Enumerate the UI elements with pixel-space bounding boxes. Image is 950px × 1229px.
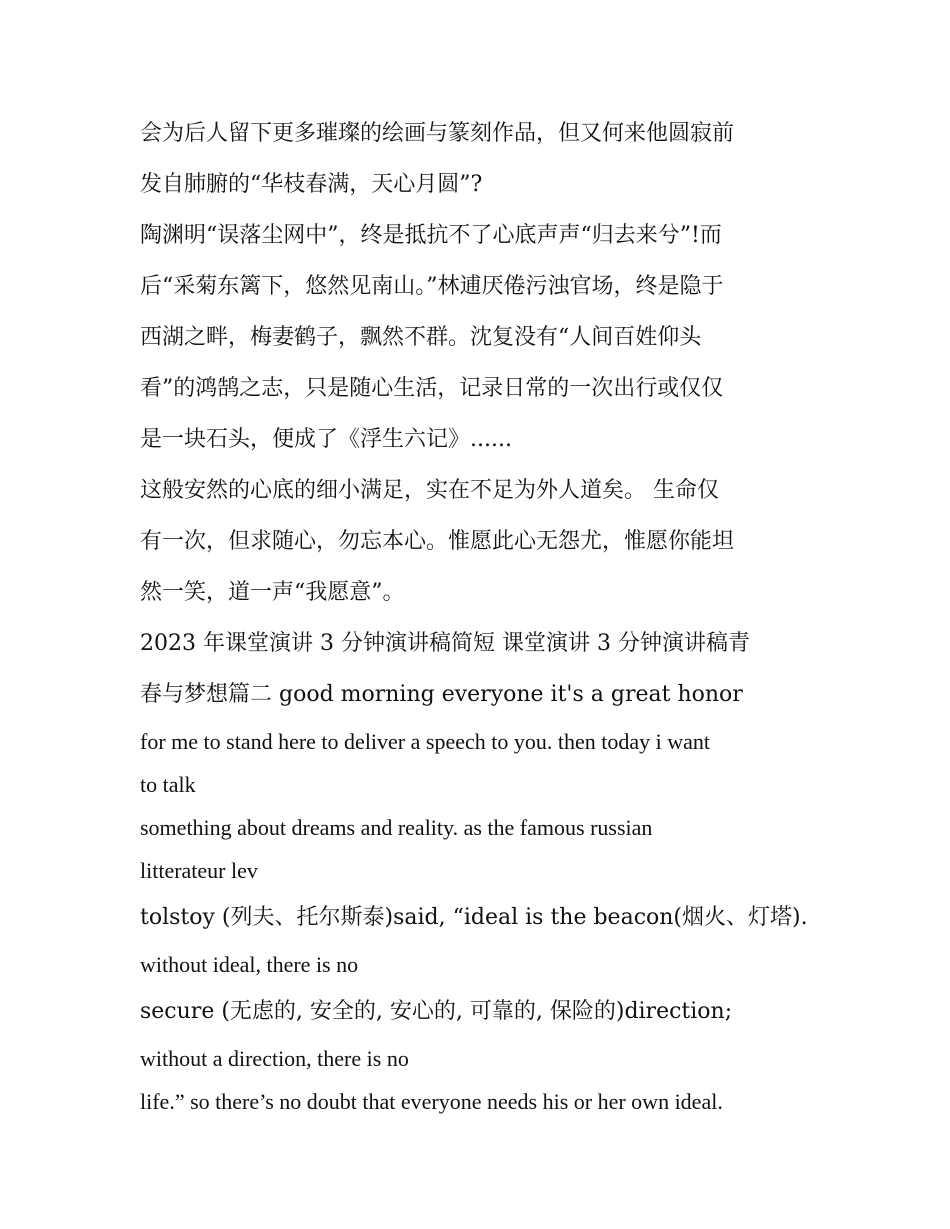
text-line: without ideal, there is no: [140, 952, 359, 977]
text-line: life.” so there’s no doubt that everyone needs his or her own ideal.: [140, 1089, 723, 1114]
text-line: 有一次，但求随心，勿忘本心。惟愿此心无怨尤，惟愿你能坦: [140, 529, 735, 554]
text-line: 会为后人留下更多璀璨的绘画与篆刻作品，但又何来他圆寂前: [140, 121, 735, 146]
text-line: secure (无虑的, 安全的, 安心的, 可靠的, 保险的)direction;: [140, 999, 733, 1024]
text-line: litterateur lev: [140, 858, 258, 883]
text-line: 然一笑，道一声“我愿意”。: [140, 580, 405, 605]
text-line: without a direction, there is no: [140, 1046, 409, 1071]
text-line: tolstoy (列夫、托尔斯泰)said, “ideal is the beacon(烟火、灯塔).: [140, 905, 808, 930]
text-line: 后“采菊东篱下，悠然见南山。”林逋厌倦污浊官场，终是隐于: [140, 274, 724, 299]
text-line: 春与梦想篇二 good morning everyone it's a great honor: [140, 682, 743, 707]
text-line: 陶渊明“误落尘网中”，终是抵抗不了心底声声“归去来兮”!而: [140, 223, 722, 248]
text-line: 是一块石头，便成了《浮生六记》......: [140, 427, 512, 452]
document-body: [140, 108, 820, 1123]
text-line: 发自肺腑的“华枝春满，天心月圆”?: [140, 172, 483, 197]
text-line: something about dreams and reality. as the famous russian: [140, 815, 653, 840]
text-line: 西湖之畔，梅妻鹤子，飘然不群。沈复没有“人间百姓仰头: [140, 325, 702, 350]
text-line: to talk: [140, 772, 196, 797]
text-line: 这般安然的心底的细小满足，实在不足为外人道矣。 生命仅: [140, 478, 719, 503]
text-line: for me to stand here to deliver a speech to you. then today i want: [140, 729, 710, 754]
text-line: 2023 年课堂演讲 3 分钟演讲稿简短 课堂演讲 3 分钟演讲稿青: [140, 631, 750, 656]
text-line: 看”的鸿鹄之志，只是随心生活，记录日常的一次出行或仅仅: [140, 376, 724, 401]
